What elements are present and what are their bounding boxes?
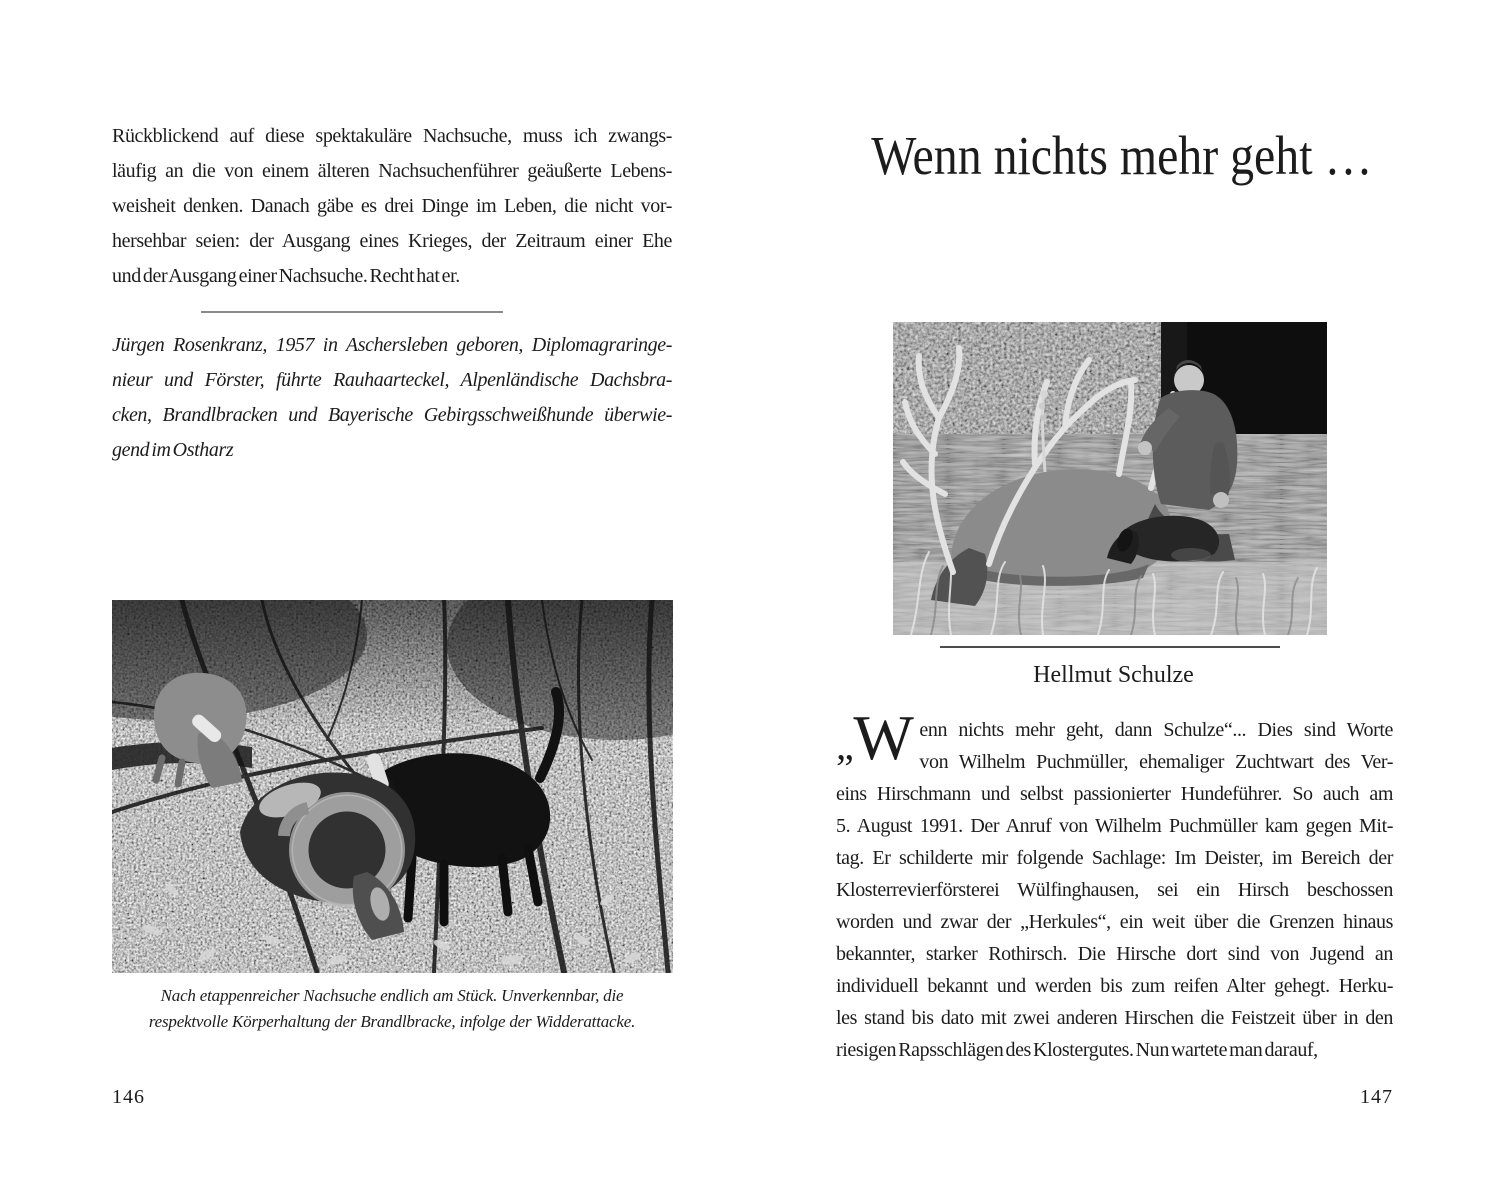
author-bio-paragraph — [112, 328, 672, 468]
text-line: Rückblickend auf diese spektakuläre Nachsuche, muss ich zwangs- — [112, 125, 672, 147]
section-divider — [201, 311, 503, 313]
text-line: 5. August 1991. Der Anruf von Wilhelm Puchmüller kam gegen Mit- — [836, 815, 1393, 837]
left-photo-caption — [112, 983, 672, 1035]
text-line: eins Hirschmann und selbst passionierter Hundeführer. So auch am — [836, 783, 1393, 805]
right-body-paragraph — [836, 702, 1393, 1066]
left-photo — [112, 600, 673, 973]
text-line: tag. Er schilderte mir folgende Sachlage: Im Deister, im Bereich der — [836, 847, 1393, 869]
text-line: weisheit denken. Danach gäbe es drei Dinge im Leben, die nicht vor- — [112, 195, 672, 217]
forest-dogs-photo-illustration — [112, 600, 673, 973]
page-number-right: 147 — [1360, 1086, 1393, 1108]
text-line: Klosterrevierförsterei Wülfinghausen, sei ein Hirsch beschossen — [836, 879, 1393, 901]
drop-cap-letter: W — [853, 702, 914, 773]
text-line: cken, Brandlbracken und Bayerische Gebirgsschweißhunde überwie- — [112, 404, 672, 426]
text-line: worden und zwar der „Herkules“, ein weit über die Grenzen hinaus — [836, 911, 1393, 933]
text-line: les stand bis dato mit zwei anderen Hirschen die Feistzeit über in den — [836, 1007, 1393, 1029]
text-line: enn nichts mehr geht, dann Schulze“... Dies sind Worte — [919, 719, 1393, 741]
chapter-title: Wenn nichts mehr geht … — [871, 125, 1373, 186]
text-line: gend im Ostharz — [112, 439, 234, 461]
text-line: bekannter, starker Rothirsch. Die Hirsche dort sind von Jugend an — [836, 943, 1393, 965]
text-line: Jürgen Rosenkranz, 1957 in Aschersleben geboren, Diplomagraringe- — [112, 334, 672, 356]
caption-line: respektvolle Körperhaltung der Brandlbracke, infolge der Widderattacke. — [148, 1012, 636, 1031]
text-line: nieur und Förster, führte Rauhaarteckel, Alpenländische Dachsbra- — [112, 369, 672, 391]
left-body-paragraph — [112, 119, 672, 294]
text-line: riesigen Rapsschlägen des Klostergutes. Nun wartete man darauf, — [836, 1039, 1318, 1061]
text-line: individuell bekannt und werden bis zum reifen Alter gehegt. Herku- — [836, 975, 1393, 997]
drop-cap — [836, 702, 914, 773]
caption-line: Nach etappenreicher Nachsuche endlich am Stück. Unverkennbar, die — [160, 986, 624, 1005]
text-line: läufig an die von einem älteren Nachsuchenführer geäußerte Lebens- — [112, 160, 672, 182]
text-line: hersehbar seien: der Ausgang eines Krieges, der Zeitraum einer Ehe — [112, 230, 672, 252]
text-line: von Wilhelm Puchmüller, ehemaliger Zuchtwart des Ver- — [919, 751, 1393, 773]
chapter-author: Hellmut Schulze — [1033, 662, 1194, 688]
hunter-stag-photo-illustration — [893, 322, 1327, 635]
page-number-left: 146 — [112, 1086, 145, 1108]
opening-quote: „ — [836, 723, 854, 768]
section-divider — [940, 646, 1280, 648]
right-photo — [893, 322, 1327, 635]
text-line: und der Ausgang einer Nachsuche. Recht hat er. — [112, 265, 460, 287]
